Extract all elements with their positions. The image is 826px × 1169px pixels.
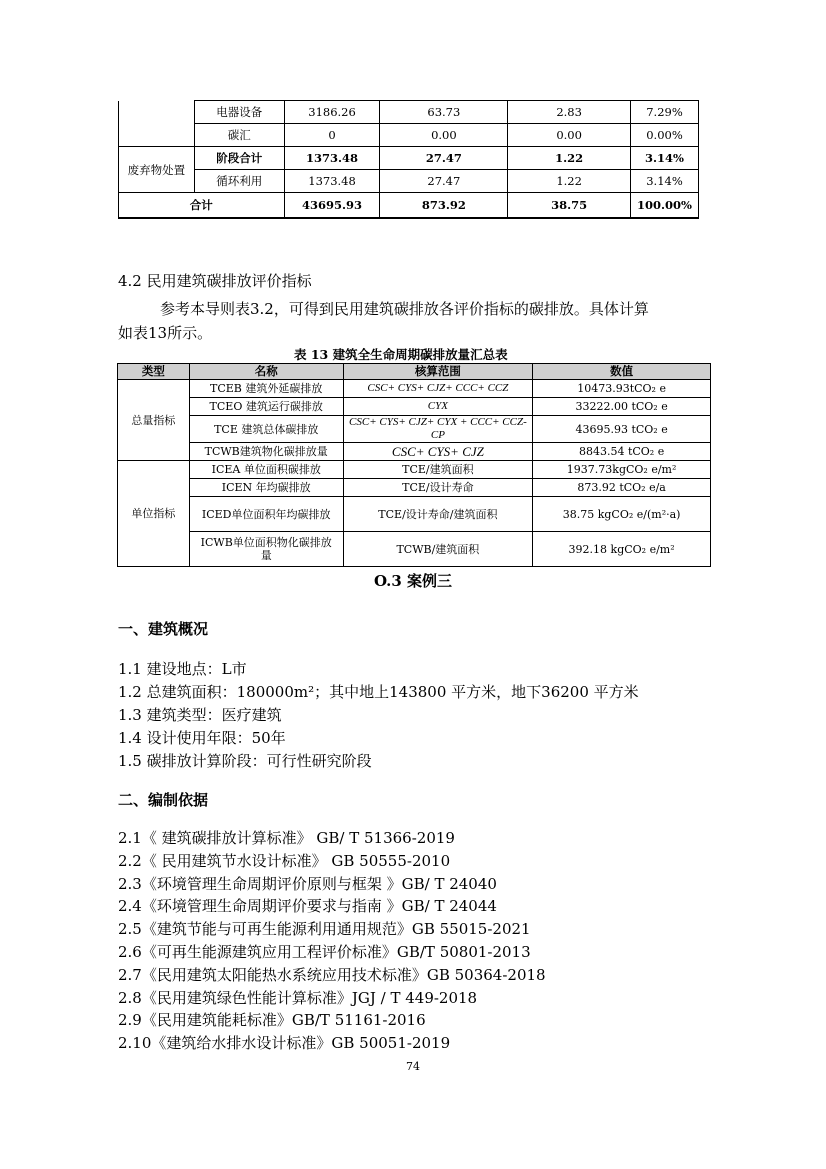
- table-row: [118, 416, 711, 443]
- row-scope: TCWB/建筑面积: [343, 532, 533, 567]
- header-cell: 数值: [533, 364, 711, 380]
- table-row: [118, 497, 711, 532]
- row-scope: CSC+ CYS+ CJZ+ CYX + CCC+ CCZ-CP: [343, 416, 533, 443]
- row-value: 0.00%: [631, 124, 699, 147]
- row-name: TCE 建筑总体碳排放: [189, 416, 343, 443]
- row-value: 3.14%: [631, 147, 699, 170]
- list-item: 2.7《民用建筑太阳能热水系统应用技术标准》GB 50364-2018: [118, 966, 546, 984]
- row-value: 8843.54 tCO₂ e: [533, 443, 711, 461]
- list-item: 2.6《可再生能源建筑应用工程评价标准》GB/T 50801-2013: [118, 943, 531, 961]
- list-item: 2.5《建筑节能与可再生能源利用通用规范》GB 55015-2021: [118, 920, 531, 938]
- row-scope: CSC+ CYS+ CJZ+ CCC+ CCZ: [343, 380, 533, 398]
- group-label: 单位指标: [118, 461, 190, 567]
- row-value: 27.47: [380, 170, 508, 193]
- emission-table-continuation: [118, 100, 699, 219]
- table-row: [119, 147, 699, 170]
- row-value: 38.75 kgCO₂ e/(m²·a): [533, 497, 711, 532]
- table-row: [118, 532, 711, 567]
- row-value: 2.83: [508, 101, 631, 124]
- row-value: 7.29%: [631, 101, 699, 124]
- row-scope: CSC+ CYS+ CJZ: [343, 443, 533, 461]
- list-item: 2.3《环境管理生命周期评价原则与框架 》GB/ T 24040: [118, 875, 497, 893]
- row-value: 3186.26: [284, 101, 380, 124]
- list-item: 2.1《 建筑碳排放计算标准》 GB/ T 51366-2019: [118, 829, 455, 847]
- table-row: [119, 101, 699, 124]
- row-scope: CYX: [343, 398, 533, 416]
- list-item: 1.3 建筑类型：医疗建筑: [118, 706, 282, 724]
- table-row: [119, 170, 699, 193]
- row-value: 0.00: [508, 124, 631, 147]
- row-value: 0.00: [380, 124, 508, 147]
- row-name: 阶段合计: [194, 147, 284, 170]
- row-value: 1373.48: [284, 147, 380, 170]
- row-value: 0: [284, 124, 380, 147]
- row-name: 循环利用: [194, 170, 284, 193]
- table-row: [118, 380, 711, 398]
- row-value: 392.18 kgCO₂ e/m²: [533, 532, 711, 567]
- list-item: 1.1 建设地点：L市: [118, 660, 247, 678]
- group-cell-empty: [119, 101, 195, 147]
- total-label: 合计: [119, 193, 285, 219]
- paragraph-line: 参考本导则表3.2，可得到民用建筑碳排放各评价指标的碳排放。具体计算: [160, 300, 649, 318]
- table-row: [118, 398, 711, 416]
- header-cell: 名称: [189, 364, 343, 380]
- list-item: 2.10《建筑给水排水设计标准》GB 50051-2019: [118, 1034, 451, 1052]
- page-number: 74: [406, 1060, 420, 1073]
- table-row: [118, 461, 711, 479]
- row-name: ICWB单位面积物化碳排放量: [189, 532, 343, 567]
- list-item: 1.4 设计使用年限：50年: [118, 729, 286, 747]
- group-label: 废弃物处置: [119, 147, 195, 193]
- subsection-heading: 二、编制依据: [118, 791, 209, 809]
- row-value: 1373.48: [284, 170, 380, 193]
- row-value: 33222.00 tCO₂ e: [533, 398, 711, 416]
- row-name: 电器设备: [194, 101, 284, 124]
- row-name: TCWB建筑物化碳排放量: [189, 443, 343, 461]
- row-value: 1937.73kgCO₂ e/m²: [533, 461, 711, 479]
- header-cell: 核算范围: [343, 364, 533, 380]
- list-item: 1.5 碳排放计算阶段：可行性研究阶段: [118, 752, 372, 770]
- list-item: 2.8《民用建筑绿色性能计算标准》JGJ / T 449-2018: [118, 989, 478, 1007]
- row-value: 10473.93tCO₂ e: [533, 380, 711, 398]
- paragraph-line: 如表13所示。: [118, 324, 213, 342]
- list-item: 2.9《民用建筑能耗标准》GB/T 51161-2016: [118, 1011, 426, 1029]
- header-cell: 类型: [118, 364, 190, 380]
- row-value: 1.22: [508, 147, 631, 170]
- row-scope: TCE/设计寿命: [343, 479, 533, 497]
- row-scope: TCE/建筑面积: [343, 461, 533, 479]
- row-name: ICEN 年均碳排放: [189, 479, 343, 497]
- row-value: 3.14%: [631, 170, 699, 193]
- section-title: 4.2 民用建筑碳排放评价指标: [118, 272, 312, 290]
- row-scope: TCE/设计寿命/建筑面积: [343, 497, 533, 532]
- table-row: [118, 443, 711, 461]
- case-title: O.3 案例三: [373, 572, 453, 590]
- lifecycle-emission-summary-table: [117, 363, 711, 567]
- table-row: [118, 479, 711, 497]
- row-name: TCEO 建筑运行碳排放: [189, 398, 343, 416]
- row-value: 63.73: [380, 101, 508, 124]
- table-caption: 表 13 建筑全生命周期碳排放量汇总表: [294, 347, 508, 362]
- group-label: 总量指标: [118, 380, 190, 461]
- table-row: [119, 124, 699, 147]
- row-name: TCEB 建筑外延碳排放: [189, 380, 343, 398]
- total-value: 43695.93: [284, 193, 380, 219]
- subsection-heading: 一、建筑概况: [118, 620, 209, 638]
- total-row: [119, 193, 699, 219]
- row-name: ICEA 单位面积碳排放: [189, 461, 343, 479]
- row-value: 873.92 tCO₂ e/a: [533, 479, 711, 497]
- list-item: 2.2《 民用建筑节水设计标准》 GB 50555-2010: [118, 852, 451, 870]
- table-header-row: [118, 364, 711, 380]
- row-name: ICED单位面积年均碳排放: [189, 497, 343, 532]
- row-value: 1.22: [508, 170, 631, 193]
- list-item: 1.2 总建筑面积：180000m²；其中地上143800 平方米，地下36200 平方米: [118, 683, 639, 701]
- total-value: 38.75: [508, 193, 631, 219]
- row-value: 43695.93 tCO₂ e: [533, 416, 711, 443]
- row-value: 27.47: [380, 147, 508, 170]
- total-value: 100.00%: [631, 193, 699, 219]
- row-name: 碳汇: [194, 124, 284, 147]
- total-value: 873.92: [380, 193, 508, 219]
- list-item: 2.4《环境管理生命周期评价要求与指南 》GB/ T 24044: [118, 897, 497, 915]
